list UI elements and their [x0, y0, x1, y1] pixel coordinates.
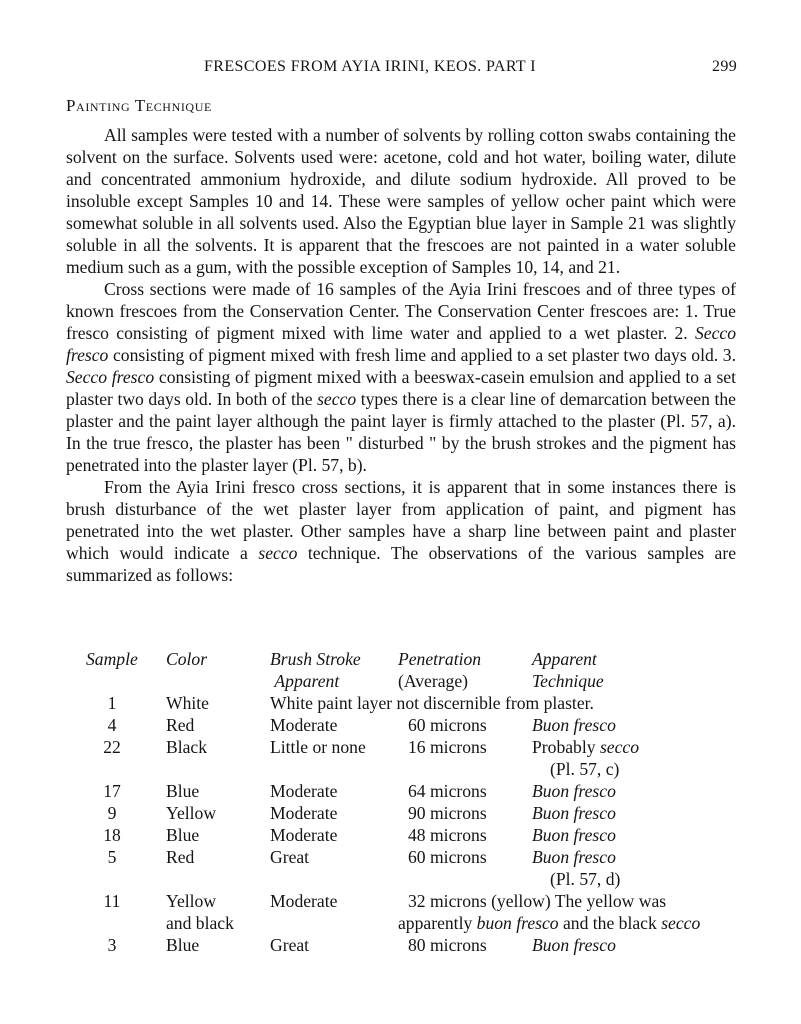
paragraph-1: All samples were tested with a number of solvents by rolling cotton swabs containing the solvent on the surface. Solvents used were: acetone, cold and hot water, boiling water, dilute and concentrated ammonium hydroxide, and dilute sodium hydroxide. All proved to be insoluble except Samples 10 and 14. These were samples of yellow ocher paint which were somewhat soluble in all solvents used. Also the Egyptian blue layer in Sample 21 was slightly soluble in all the solvents. It is apparent that the frescoes are not painted in a water soluble medium such as a gum, with the possible exception of Samples 10, 14, and 21.	[66, 125, 736, 277]
cell-technique: Probably secco	[532, 737, 640, 757]
cell-penetration: 80 microns	[408, 935, 487, 955]
running-header	[0, 58, 801, 82]
paragraph-3: From the Ayia Irini fresco cross sections, it is apparent that in some instances there is brush disturbance of the wet plaster layer from application of paint, and pigment has penetrated into the wet plaster. Other samples have a sharp line between paint and plaster which would indicate a secco technique. The observations of the various samples are summarized as follows:	[66, 477, 736, 585]
body-text	[66, 124, 736, 586]
cell-brush: Moderate	[270, 715, 338, 735]
table-row-continuation	[84, 868, 744, 890]
page-number: 299	[712, 58, 738, 75]
cell-brush: Great	[270, 935, 310, 955]
header-brush-stroke: Brush Stroke Apparent	[270, 649, 361, 691]
cell-color: Yellow	[166, 803, 217, 823]
cell-brush: Moderate	[270, 781, 338, 801]
cell-penetration: 32 microns (yellow) The yellow was	[408, 891, 667, 911]
section-title: Painting Technique	[66, 96, 212, 115]
cell-penetration: 64 microns	[408, 781, 487, 801]
cell-technique: Buon fresco	[532, 825, 616, 845]
table-row	[84, 714, 744, 736]
paragraph-2: Cross sections were made of 16 samples of the Ayia Irini frescoes and of three types of known frescoes from the Conservation Center. The Conservation Center frescoes are: 1. True fresco consisting of pigment mixed with lime water and applied to a wet plaster. 2. Secco fresco consisting of pigment mixed with fresh lime and applied to a set plaster two days old. 3. Secco fresco consisting of pigment mixed with a beeswax-casein emulsion and applied to a set plaster two days old. In both of the secco types there is a clear line of demarcation between the plaster and the paint layer although the paint layer is firmly attached to the plaster (Pl. 57, a). In the true fresco, the plaster has been " disturbed " by the brush strokes and the pigment has penetrated into the plaster layer (Pl. 57, b).	[66, 279, 736, 475]
cell-sample: 22	[103, 737, 121, 757]
cell-plate-ref: (Pl. 57, d)	[550, 869, 621, 889]
table-row	[84, 824, 744, 846]
table-row	[84, 802, 744, 824]
table-row	[84, 890, 744, 912]
header-technique: Apparent Technique	[532, 649, 604, 691]
table-row	[84, 736, 744, 758]
table-row	[84, 780, 744, 802]
cell-color: Red	[166, 847, 195, 867]
cell-color-line2: and black	[166, 913, 234, 933]
cell-penetration: 16 microns	[408, 737, 487, 757]
cell-technique: Buon fresco	[532, 803, 616, 823]
samples-table	[84, 648, 744, 956]
cell-sample: 3	[107, 935, 117, 955]
cell-color: Blue	[166, 825, 200, 845]
header-sample: Sample	[86, 649, 138, 669]
header-color: Color	[166, 649, 208, 669]
cell-brush: Little or none	[270, 737, 366, 757]
cell-penetration: 48 microns	[408, 825, 487, 845]
cell-sample: 9	[107, 803, 117, 823]
table-row	[84, 692, 744, 714]
cell-technique: Buon fresco	[532, 935, 616, 955]
cell-sample: 4	[107, 715, 117, 735]
cell-note-line2: apparently buon fresco and the black secco	[398, 913, 701, 933]
cell-sample: 1	[107, 693, 117, 713]
cell-color: White	[166, 693, 209, 713]
cell-sample: 17	[103, 781, 121, 801]
table-row-continuation	[84, 758, 744, 780]
cell-brush: Moderate	[270, 891, 338, 911]
cell-penetration: 90 microns	[408, 803, 487, 823]
table-row-continuation	[84, 912, 744, 934]
cell-brush: Moderate	[270, 803, 338, 823]
cell-color: Red	[166, 715, 195, 735]
cell-brush: Great	[270, 847, 310, 867]
running-title: FRESCOES FROM AYIA IRINI, KEOS. PART I	[204, 58, 536, 75]
table-header	[84, 648, 744, 692]
cell-brush: Moderate	[270, 825, 338, 845]
header-penetration: Penetration (Average)	[398, 649, 482, 691]
cell-penetration: 60 microns	[408, 847, 487, 867]
table-row	[84, 846, 744, 868]
cell-color: Yellow	[166, 891, 217, 911]
cell-technique: Buon fresco	[532, 715, 616, 735]
cell-sample: 5	[107, 847, 117, 867]
cell-technique: Buon fresco	[532, 781, 616, 801]
cell-sample: 18	[103, 825, 121, 845]
cell-color: Blue	[166, 935, 200, 955]
cell-penetration: 60 microns	[408, 715, 487, 735]
cell-color: Black	[166, 737, 208, 757]
cell-color: Blue	[166, 781, 200, 801]
cell-note: White paint layer not discernible from plaster.	[270, 693, 594, 713]
cell-sample: 11	[103, 891, 121, 911]
table-row	[84, 934, 744, 956]
cell-technique: Buon fresco	[532, 847, 616, 867]
cell-plate-ref: (Pl. 57, c)	[550, 759, 620, 779]
